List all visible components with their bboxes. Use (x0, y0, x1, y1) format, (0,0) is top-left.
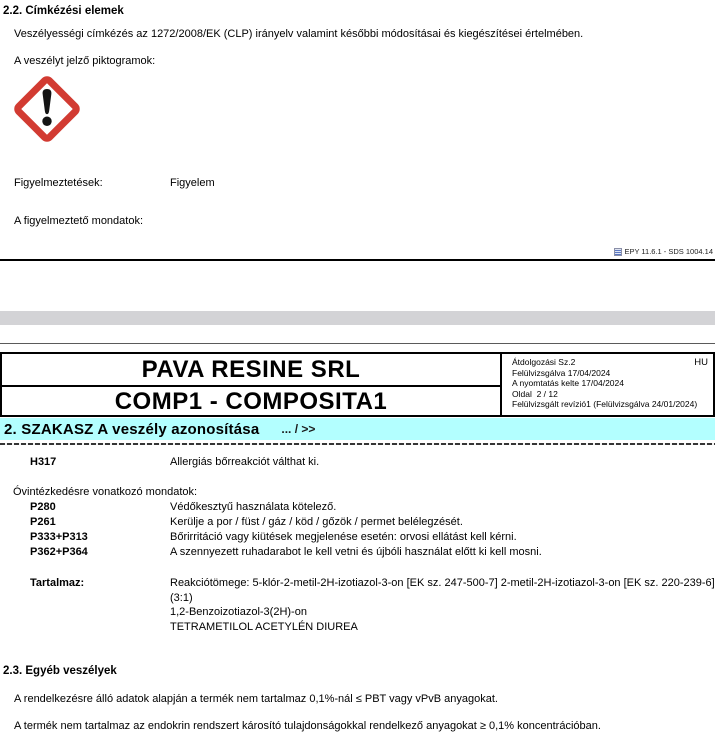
contains-line: 1,2-Benzoizotiazol-3(2H)-on (170, 606, 307, 618)
precaution-code: P362+P364 (30, 546, 88, 558)
precaution-text: A szennyezett ruhadarabot le kell vetni és újbóli használat előtt ki kell mosni. (170, 546, 542, 558)
precaution-code: P261 (30, 516, 56, 528)
revision-line: Felülvizsgált revízió1 (Felülvizsgálva 24/01/2024) (512, 399, 698, 410)
company-name-cell (2, 354, 500, 387)
hazard-statements-label: A figyelmeztető mondatok: (14, 215, 144, 227)
precaution-row (0, 531, 715, 545)
warnings-label: Figyelmeztetések: (14, 177, 103, 189)
document-header-table (0, 352, 715, 417)
header-left-cell (2, 354, 502, 415)
page2-top-rule (0, 343, 715, 344)
precaution-intro: Óvintézkedésre vonatkozó mondatok: (13, 486, 198, 498)
hazard-text: Allergiás bőrreakciót válthat ki. (170, 456, 320, 468)
revision-line: Oldal 2 / 12 (512, 388, 558, 399)
contains-line: Reakciótömege: 5-klór-2-metil-2H-izotiazol-3-on [EK sz. 247-500-7] 2-metil-2H-izotiazol-3-on [EK sz. 220-239-6] (3:1) (170, 577, 715, 604)
clp-statement: Veszélyességi címkézés az 1272/2008/EK (CLP) irányelv valamint későbbi módosításai és kiegészítései értelmében. (14, 28, 584, 40)
ghs07-exclamation-pictogram (12, 74, 82, 144)
precaution-row (0, 546, 715, 560)
precaution-text: Védőkesztyű használata kötelező. (170, 501, 337, 513)
epy-version-stamp (614, 247, 713, 256)
precaution-code: P333+P313 (30, 531, 88, 543)
endocrine-statement: A termék nem tartalmaz az endokrin rendszert károsító tulajdonságokkal rendelkező anyagokat ≥ 0,1% koncentrációban. (14, 720, 601, 732)
revision-line: Átdolgozási Sz.2 (512, 357, 576, 367)
pictogram-label: A veszélyt jelző piktogramok: (14, 55, 156, 67)
warnings-row (0, 177, 715, 191)
page-separator-bar (0, 311, 715, 325)
section-2-band (0, 418, 715, 440)
revision-info (504, 354, 715, 415)
precaution-text: Kerülje a por / füst / gáz / köd / gőzök / permet belélegzését. (170, 516, 463, 528)
hazard-code: H317 (30, 456, 57, 468)
product-name: COMP1 - COMPOSITA1 (114, 388, 388, 415)
warnings-value: Figyelem (170, 177, 215, 189)
revision-line: Felülvizsgálva 17/04/2024 (512, 367, 611, 378)
language-code: HU (694, 357, 708, 368)
company-name: PAVA RESINE SRL (141, 355, 361, 383)
hazard-row (0, 456, 715, 470)
revision-line: A nyomtatás kelte 17/04/2024 (512, 378, 624, 389)
section-2-3-title: 2.3. Egyéb veszélyek (3, 665, 117, 677)
page1-bottom-border (0, 259, 715, 261)
section-band-underline (0, 443, 715, 445)
exclamation-diamond-icon (12, 74, 82, 144)
precaution-code: P280 (30, 501, 56, 513)
precaution-text: Bőrirritáció vagy kiütések megjelenése esetén: orvosi ellátást kell kérni. (170, 531, 517, 543)
epy-logo-icon (614, 248, 622, 256)
contains-line: TETRAMETILOL ACETYLÉN DIUREA (170, 620, 358, 633)
precaution-row (0, 516, 715, 530)
contains-label: Tartalmaz: (30, 577, 85, 589)
pbt-statement: A rendelkezésre álló adatok alapján a termék nem tartalmaz 0,1%-nál ≤ PBT vagy vPvB anyagokat. (14, 693, 498, 705)
epy-version-text: EPY 11.6.1 - SDS 1004.14 (624, 247, 713, 256)
section-2-2-title: 2.2. Címkézési elemek (3, 5, 124, 17)
precaution-row (0, 501, 715, 515)
section-2-continuation-marker: ... / >> (281, 422, 316, 436)
section-2-title: 2. SZAKASZ A veszély azonosítása (4, 420, 260, 438)
product-name-cell (2, 389, 500, 415)
contains-lines (170, 576, 715, 634)
